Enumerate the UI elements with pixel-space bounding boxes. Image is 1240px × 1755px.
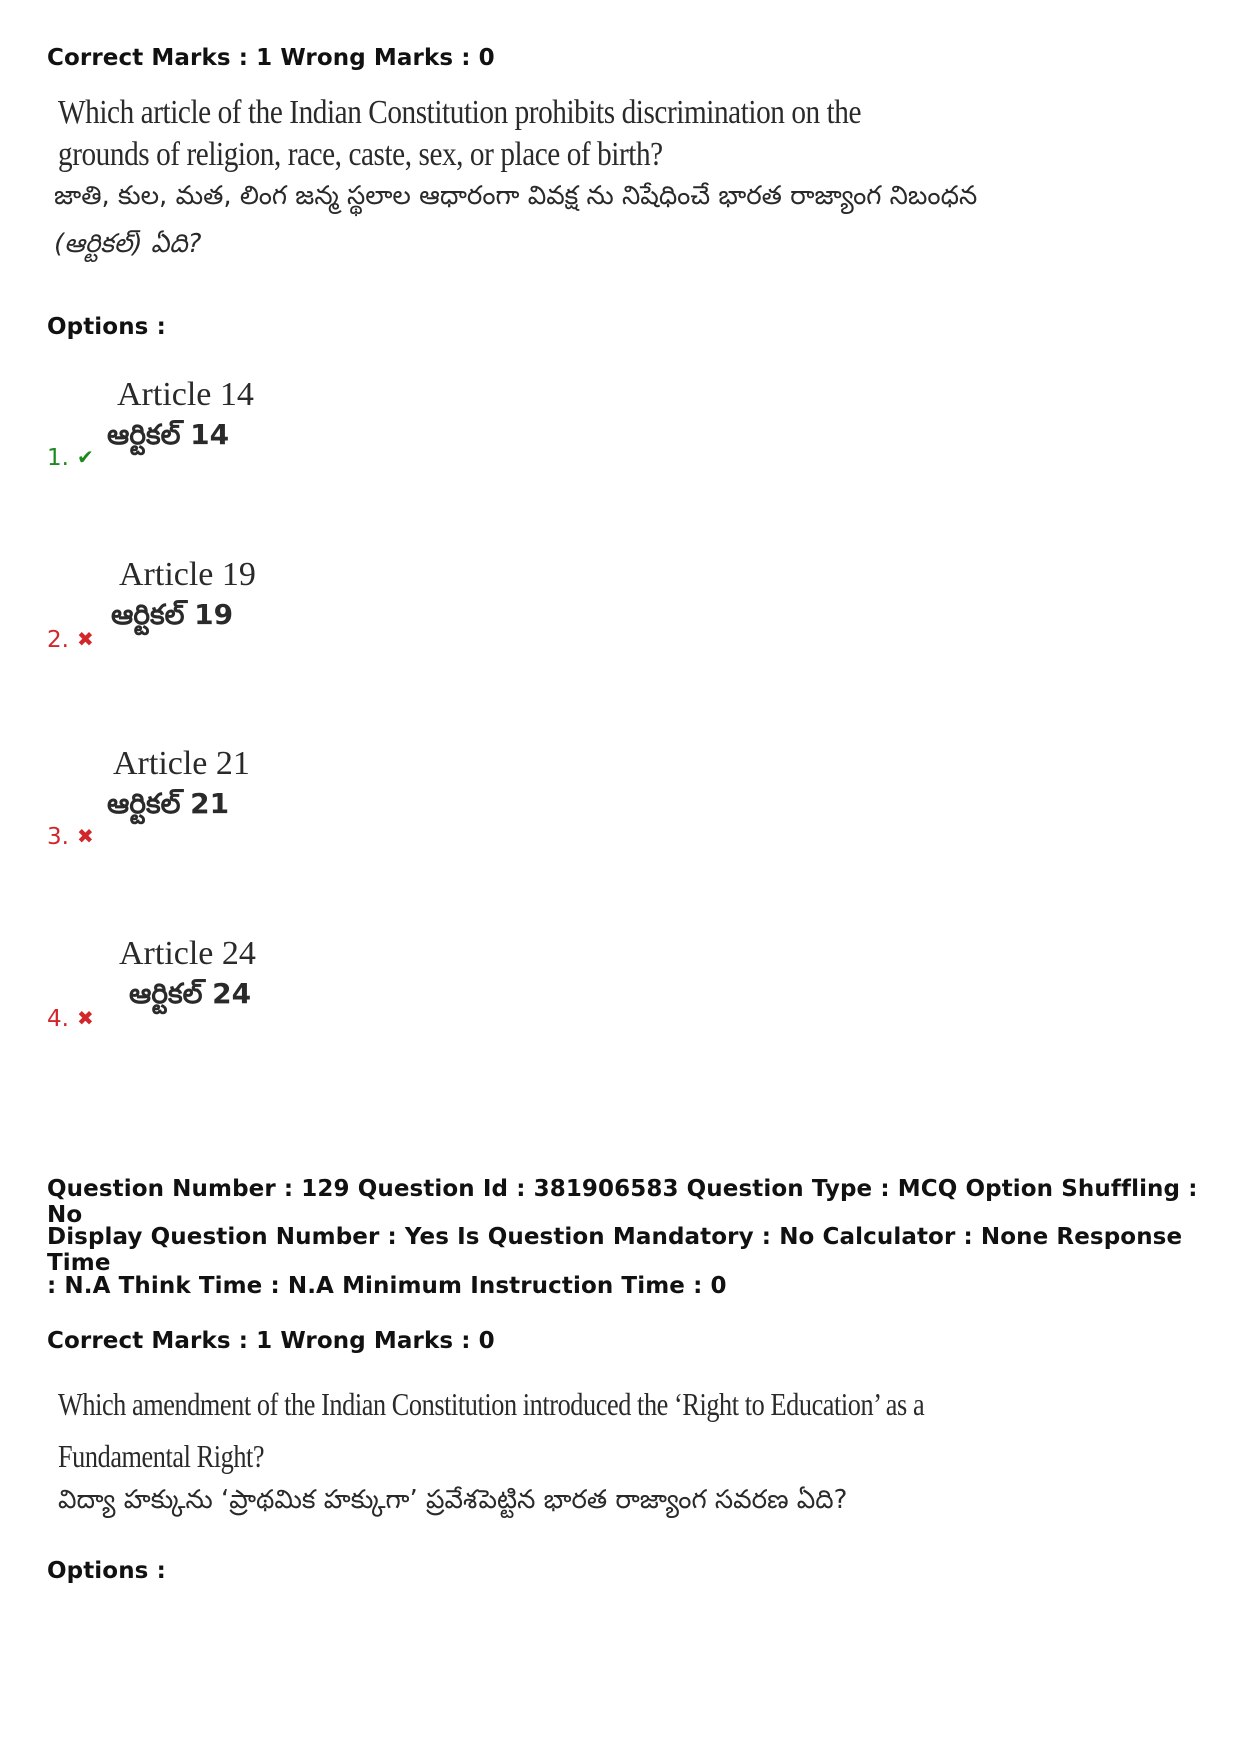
q129-question-image bbox=[58, 1380, 1114, 1520]
option-text-te: ఆర్టికల్ 21 bbox=[107, 787, 230, 820]
q129-question-en-line1: Which amendment of the Indian Constitution introduced the ‘Right to Education’ as a bbox=[58, 1386, 925, 1422]
option-text-en: Article 19 bbox=[119, 556, 256, 593]
q128-options-label: Options : bbox=[47, 314, 166, 340]
q129-question-en-line2: Fundamental Right? bbox=[58, 1438, 265, 1474]
option-text-en: Article 24 bbox=[119, 935, 256, 972]
option-image bbox=[107, 744, 250, 824]
option-number: 1. bbox=[47, 445, 69, 471]
cross-icon: ✖ bbox=[77, 627, 94, 651]
check-icon: ✔ bbox=[77, 445, 94, 469]
cross-icon: ✖ bbox=[77, 824, 94, 848]
q129-marks: Correct Marks : 1 Wrong Marks : 0 bbox=[47, 1328, 495, 1354]
q128-question-te-line1: జాతి, కుల, మత, లింగ జన్మ స్థలాల ఆధారంగా వివక్ష ను నిషేధించే భారత రాజ్యాంగ నిబంధన bbox=[54, 181, 978, 211]
q129-options-label: Options : bbox=[47, 1558, 166, 1584]
q129-meta-line3: : N.A Think Time : N.A Minimum Instruction Time : 0 bbox=[47, 1273, 727, 1299]
option-image bbox=[119, 934, 256, 1014]
q128-question-en-line1: Which article of the Indian Constitution prohibits discrimination on the bbox=[58, 94, 862, 131]
option-text-te: ఆర్టికల్ 14 bbox=[107, 418, 230, 451]
option-text-en: Article 21 bbox=[113, 745, 250, 782]
q128-marks: Correct Marks : 1 Wrong Marks : 0 bbox=[47, 45, 495, 71]
option-text-te: ఆర్టికల్ 19 bbox=[111, 598, 234, 631]
option-image bbox=[107, 375, 254, 455]
q129-meta-line2: Display Question Number : Yes Is Question Mandatory : No Calculator : None Response Time bbox=[47, 1224, 1183, 1276]
q129-meta-line1: Question Number : 129 Question Id : 381906583 Question Type : MCQ Option Shuffling : No bbox=[47, 1176, 1198, 1228]
cross-icon: ✖ bbox=[77, 1006, 94, 1030]
q128-question-en-line2: grounds of religion, race, caste, sex, or place of birth? bbox=[58, 136, 663, 173]
option-text-en: Article 14 bbox=[117, 376, 254, 413]
option-number: 3. bbox=[47, 824, 69, 850]
option-text-te: ఆర్టికల్ 24 bbox=[129, 977, 252, 1010]
q129-question-te-line1: విద్యా హక్కును ‘ప్రాథమిక హక్కుగా’ ప్రవేశపెట్టిన భారత రాజ్యాంగ సవరణ ఏది? bbox=[58, 1485, 848, 1515]
q128-question-te-line2: (ఆర్టికల్) ఏది? bbox=[54, 229, 202, 259]
option-number: 4. bbox=[47, 1006, 69, 1032]
option-number: 2. bbox=[47, 627, 69, 653]
option-image bbox=[111, 555, 256, 635]
q128-question-image bbox=[54, 92, 992, 264]
